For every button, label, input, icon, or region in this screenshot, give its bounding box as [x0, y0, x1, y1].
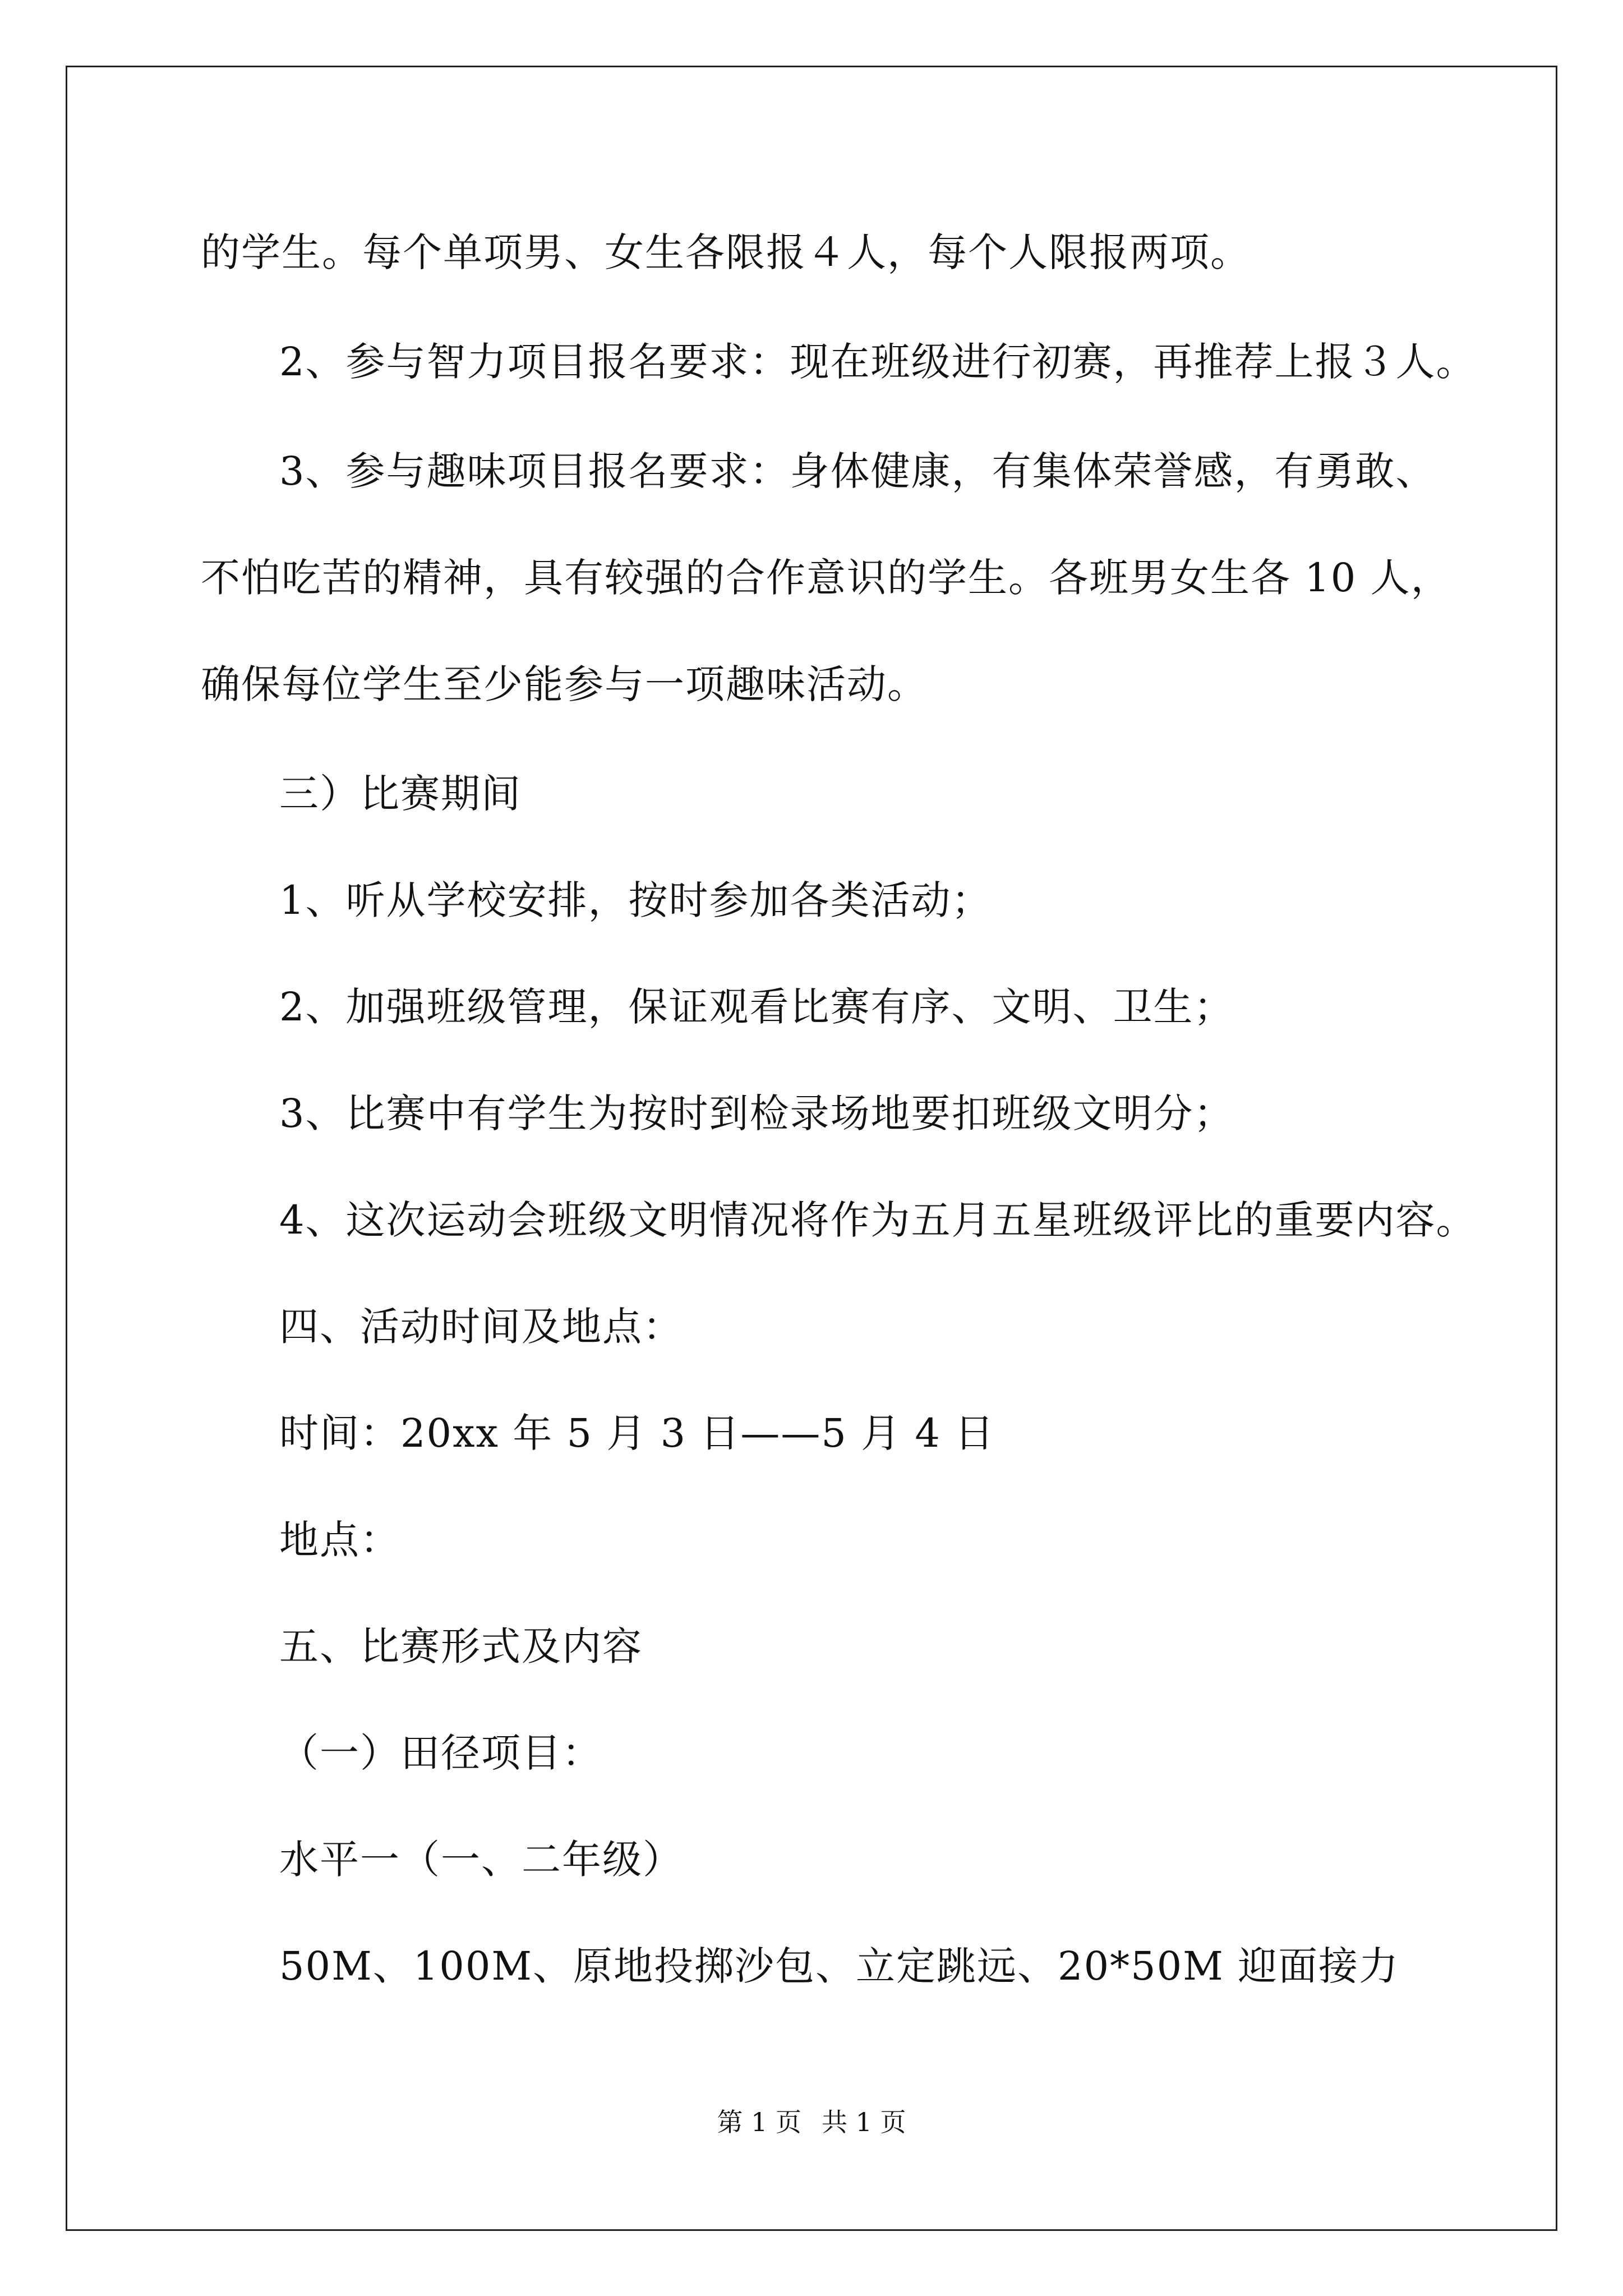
paragraph-line: 不怕吃苦的精神，具有较强的合作意识的学生。各班男女生各 10 人， — [201, 555, 1451, 601]
paragraph-line: 3、比赛中有学生为按时到检录场地要扣班级文明分； — [279, 1091, 1234, 1137]
paragraph-line: 1、听从学校安排，按时参加各类活动； — [279, 877, 992, 923]
paragraph-line: 2、加强班级管理，保证观看比赛有序、文明、卫生； — [279, 984, 1234, 1030]
paragraph-line: 的学生。每个单项男、女生各限报４人，每个人限报两项。 — [201, 229, 1251, 275]
paragraph-line: 3、参与趣味项目报名要求：身体健康，有集体荣誉感，有勇敢、 — [279, 448, 1436, 494]
page-number-total: 共 1 页 — [822, 2107, 906, 2137]
paragraph-line: 确保每位学生至少能参与一项趣味活动。 — [201, 661, 928, 707]
section-heading: 四、活动时间及地点： — [279, 1304, 683, 1350]
page-number-current: 第 1 页 — [717, 2107, 801, 2137]
paragraph-line: 50M、100M、原地投掷沙包、立定跳远、20*50M 迎面接力 — [279, 1943, 1400, 1989]
page-border — [66, 66, 1557, 2231]
section-heading: 三）比赛期间 — [279, 771, 522, 817]
section-heading: 五、比赛形式及内容 — [279, 1623, 643, 1669]
paragraph-line: 水平一（一、二年级） — [279, 1837, 683, 1883]
paragraph-line: 时间：20xx 年 5 月 3 日——5 月 4 日 — [279, 1410, 995, 1456]
paragraph-line: 2、参与智力项目报名要求：现在班级进行初赛，再推荐上报３人。 — [279, 339, 1477, 385]
paragraph-line: 地点： — [279, 1517, 400, 1563]
page-footer — [0, 2109, 1623, 2135]
subsection-heading: （一）田径项目： — [279, 1730, 602, 1776]
paragraph-line: 4、这次运动会班级文明情况将作为五月五星班级评比的重要内容。 — [279, 1197, 1477, 1243]
